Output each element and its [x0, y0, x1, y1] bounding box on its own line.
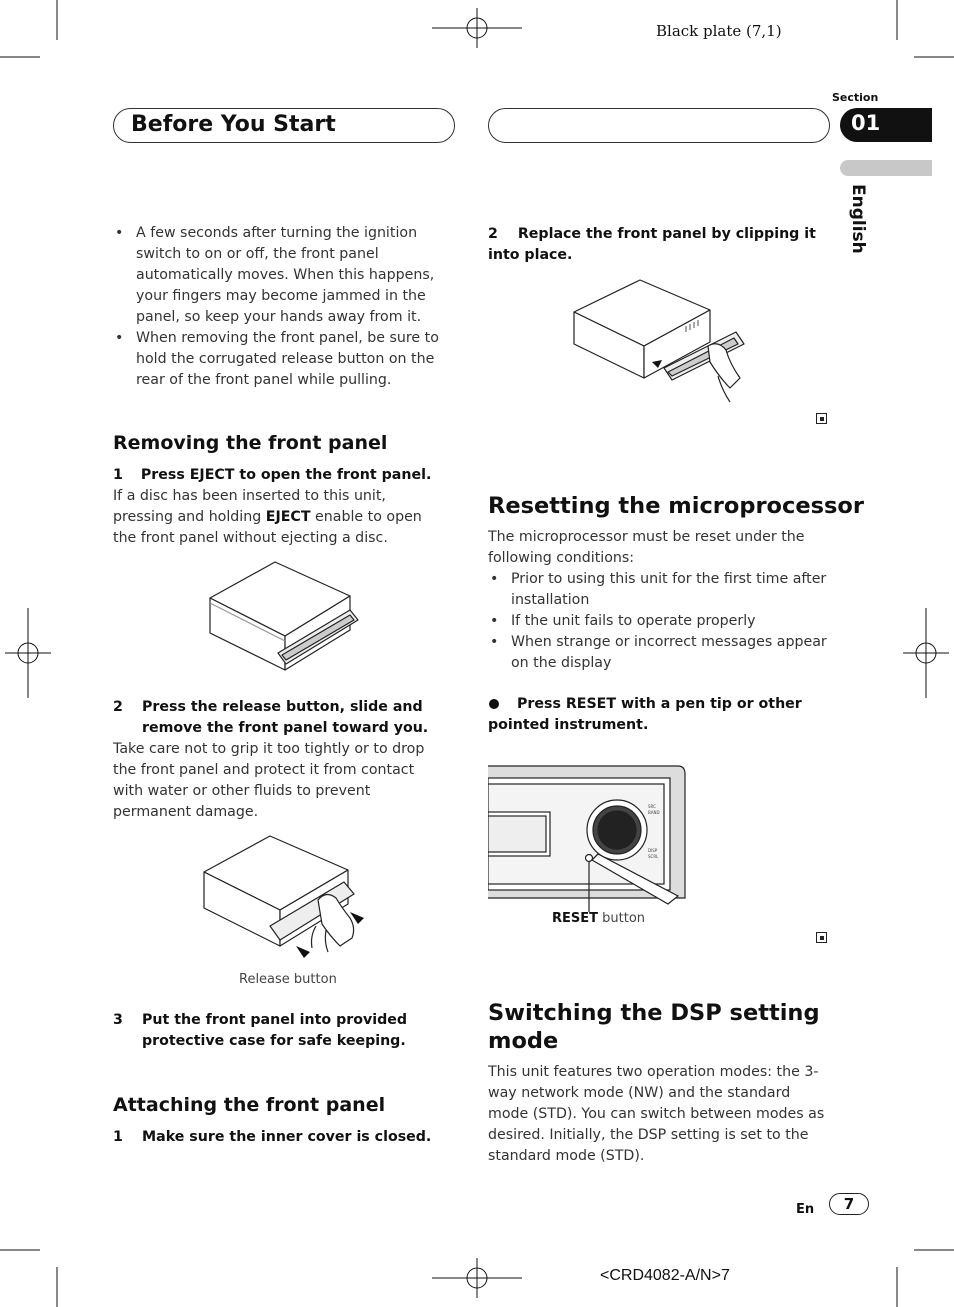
step-body: enable to open the front panel without ejecting a disc. — [113, 509, 422, 546]
reset-heading: Resetting the microprocessor — [488, 493, 864, 519]
reset-intro: The microprocessor must be reset under the following conditions: — [488, 529, 805, 566]
step-number: 1 — [113, 467, 123, 483]
filled-circle-icon — [489, 699, 499, 709]
step-body: Take care not to grip it too tightly or to drop the front panel and protect it from contact with water or other fluids to prevent permanent damage. — [113, 741, 425, 820]
step-title: Make sure the inner cover is closed. — [142, 1129, 432, 1145]
step-body: If a disc has been inserted to this unit, pressing and holding — [113, 488, 386, 525]
remove-step-2 — [113, 697, 448, 823]
section-number: 01 — [851, 111, 881, 135]
step-title: Press EJECT to open the front panel. — [140, 467, 432, 483]
section-number-box — [840, 108, 932, 142]
reset-section — [488, 527, 828, 674]
footer-code: <CRD4082-A/N>7 — [600, 1267, 730, 1284]
bullet-item: • If the unit fails to operate properly — [488, 611, 828, 632]
remove-step-1 — [113, 465, 448, 549]
removing-heading: Removing the front panel — [113, 432, 388, 454]
illustration-release-button — [198, 830, 373, 965]
step-number: 3 — [113, 1012, 123, 1028]
plate-label: Black plate (7,1) — [656, 22, 782, 40]
dsp-body-text: This unit features two operation modes: the 3-way network mode (NW) and the standard mode (STD). You can switch between modes as desired. Initially, the DSP setting is set to the standard mode (STD). — [488, 1064, 825, 1164]
bullet-item: • When strange or incorrect messages appear on the display — [488, 632, 828, 674]
step-title: Put the front panel into provided protective case for safe keeping. — [142, 1012, 408, 1049]
page-number: 7 — [829, 1193, 869, 1215]
step-title: Press the release button, slide and remove the front panel toward you. — [142, 699, 429, 736]
step-title: Replace the front panel by clipping it into place. — [488, 226, 816, 263]
step-number: 2 — [113, 699, 123, 715]
section-label: Section — [832, 91, 879, 104]
illustration-panel-open — [200, 558, 370, 673]
step-number: 1 — [113, 1129, 123, 1145]
reset-caption-text: button — [598, 911, 646, 926]
section-tab-grey — [840, 160, 932, 176]
release-caption: Release button — [239, 972, 337, 987]
attach-step-1 — [113, 1127, 448, 1148]
end-mark-icon — [816, 413, 827, 424]
reset-step — [488, 694, 823, 736]
language-tab: English — [848, 184, 868, 254]
left-bullets — [113, 223, 455, 391]
svg-text:SRC: SRC — [648, 804, 656, 809]
step-number: 2 — [488, 226, 498, 242]
dsp-body — [488, 1062, 826, 1167]
svg-text:BAND: BAND — [648, 810, 660, 815]
bullet-item: • Prior to using this unit for the first time after installation — [488, 569, 828, 611]
bullet-item: • A few seconds after turning the ignition switch to on or off, the front panel automatically moves. When this happens, your fingers may become jammed in the panel, so keep your hands away from it. — [113, 223, 455, 328]
page-lang-code: En — [796, 1202, 815, 1217]
attaching-heading: Attaching the front panel — [113, 1094, 386, 1116]
svg-text:DISP: DISP — [648, 848, 658, 853]
end-mark-icon — [816, 932, 827, 943]
header-empty-box — [488, 108, 830, 143]
reset-caption — [552, 911, 645, 926]
eject-label: EJECT — [265, 509, 311, 525]
illustration-replace-panel — [568, 276, 753, 406]
chapter-title-box — [113, 108, 455, 143]
illustration-reset-button — [488, 764, 688, 912]
chapter-title: Before You Start — [131, 112, 336, 137]
dsp-heading: Switching the DSP setting mode — [488, 1000, 820, 1054]
step-title: Press RESET with a pen tip or other pointed instrument. — [488, 696, 802, 733]
replace-step-2 — [488, 224, 823, 266]
reset-caption-bold: RESET — [552, 911, 599, 926]
bullet-item: • When removing the front panel, be sure to hold the corrugated release button on the rear of the front panel while pulling. — [113, 328, 455, 391]
remove-step-3 — [113, 1010, 448, 1052]
svg-text:SCRL: SCRL — [648, 854, 659, 859]
